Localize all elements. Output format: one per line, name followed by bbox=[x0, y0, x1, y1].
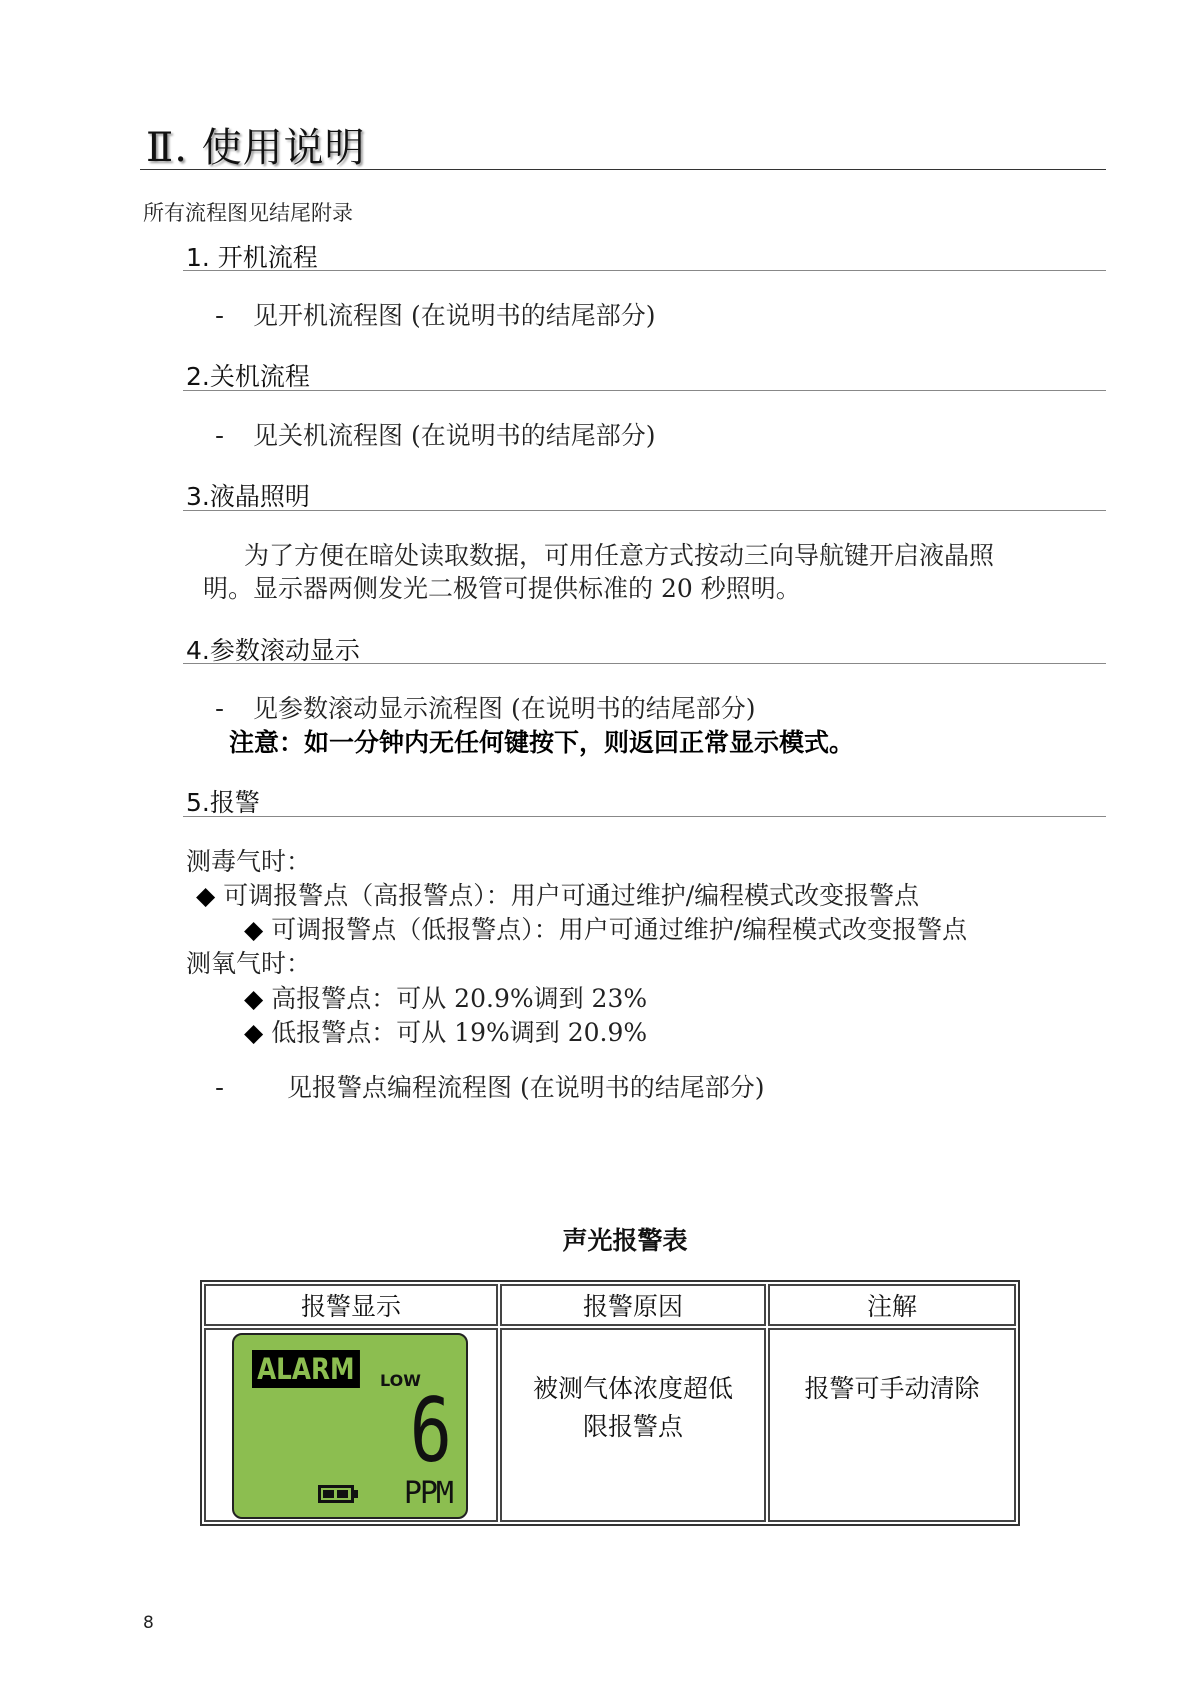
alarm-table bbox=[200, 1280, 1020, 1526]
oxygen-item-low-text: 低报警点：可从 19%调到 20.9% bbox=[271, 1018, 648, 1047]
title-divider bbox=[140, 169, 1106, 170]
section-divider-5 bbox=[183, 816, 1106, 817]
battery-tip-icon bbox=[354, 1490, 358, 1498]
toxic-item-low-text: 可调报警点（低报警点）：用户可通过维护/编程模式改变报警点 bbox=[271, 915, 968, 944]
toxic-item-high bbox=[196, 876, 919, 912]
lcd-reading-value: 6 bbox=[409, 1379, 452, 1482]
oxygen-item-high bbox=[244, 979, 647, 1015]
section-3-paragraph-line-2: 明。显示器两侧发光二极管可提供标准的 20 秒照明。 bbox=[203, 574, 801, 603]
oxygen-item-high-text: 高报警点：可从 20.9%调到 23% bbox=[271, 984, 648, 1013]
section-5-text: 见报警点编程流程图 (在说明书的结尾部分) bbox=[287, 1073, 765, 1102]
section-2-text: 见关机流程图 (在说明书的结尾部分) bbox=[253, 421, 656, 450]
page-number: 8 bbox=[143, 1613, 154, 1633]
intro-text: 所有流程图见结尾附录 bbox=[143, 201, 353, 225]
diamond-bullet-icon: ◆ bbox=[244, 984, 264, 1013]
alarm-cause-cell bbox=[500, 1328, 766, 1522]
oxygen-label: 测氧气时： bbox=[186, 949, 312, 978]
section-4-note: 注意：如一分钟内无任何键按下，则返回正常显示模式。 bbox=[229, 728, 855, 757]
lcd-level-label: LOW bbox=[380, 1371, 421, 1390]
section-4-line bbox=[215, 689, 755, 725]
section-heading-1: 1. 开机流程 bbox=[186, 243, 318, 272]
diamond-bullet-icon: ◆ bbox=[244, 915, 264, 944]
lcd-unit: PPM bbox=[403, 1476, 452, 1511]
toxic-item-high-text: 可调报警点（高报警点）：用户可通过维护/编程模式改变报警点 bbox=[223, 881, 920, 910]
note-text: 报警可手动清除 bbox=[804, 1374, 980, 1403]
section-1-text: 见开机流程图 (在说明书的结尾部分) bbox=[253, 301, 656, 330]
section-5-line bbox=[215, 1068, 764, 1104]
battery-icon bbox=[318, 1485, 354, 1503]
dash-marker: - bbox=[215, 1073, 225, 1102]
lcd-display bbox=[232, 1333, 468, 1519]
cause-line-2: 限报警点 bbox=[582, 1412, 683, 1441]
section-divider-4 bbox=[183, 663, 1106, 664]
table-row bbox=[204, 1328, 1016, 1522]
section-3-paragraph-line-1: 为了方便在暗处读取数据，可用任意方式按动三向导航键开启液晶照 bbox=[244, 541, 995, 570]
header-alarm-display: 报警显示 bbox=[204, 1284, 498, 1326]
dash-marker: - bbox=[215, 694, 225, 723]
table-header-row bbox=[204, 1284, 1016, 1326]
diamond-bullet-icon: ◆ bbox=[244, 1018, 264, 1047]
section-divider-3 bbox=[183, 510, 1106, 511]
cause-line-1: 被测气体浓度超低 bbox=[532, 1374, 733, 1403]
section-4-text: 见参数滚动显示流程图 (在说明书的结尾部分) bbox=[253, 694, 756, 723]
header-alarm-cause: 报警原因 bbox=[500, 1284, 766, 1326]
alarm-table-title: 声光报警表 bbox=[562, 1226, 688, 1255]
alarm-display-cell bbox=[204, 1328, 498, 1522]
oxygen-item-low bbox=[244, 1013, 647, 1049]
toxic-item-low bbox=[244, 910, 967, 946]
lcd-alarm-label: ALARM bbox=[252, 1350, 360, 1388]
toxic-gas-label: 测毒气时： bbox=[186, 847, 312, 876]
header-note: 注解 bbox=[768, 1284, 1016, 1326]
section-divider-2 bbox=[183, 390, 1106, 391]
dash-marker: - bbox=[215, 421, 225, 450]
dash-marker: - bbox=[215, 301, 225, 330]
diamond-bullet-icon: ◆ bbox=[196, 881, 216, 910]
section-heading-2: 2.关机流程 bbox=[186, 362, 310, 391]
note-cell bbox=[768, 1328, 1016, 1522]
section-1-line bbox=[215, 296, 655, 332]
section-divider-1 bbox=[183, 270, 1106, 271]
section-heading-3: 3.液晶照明 bbox=[186, 482, 310, 511]
section-heading-4: 4.参数滚动显示 bbox=[186, 636, 360, 665]
section-heading-5: 5.报警 bbox=[186, 788, 260, 817]
page-title: Ⅱ. 使用说明 bbox=[146, 125, 366, 171]
section-2-line bbox=[215, 416, 655, 452]
